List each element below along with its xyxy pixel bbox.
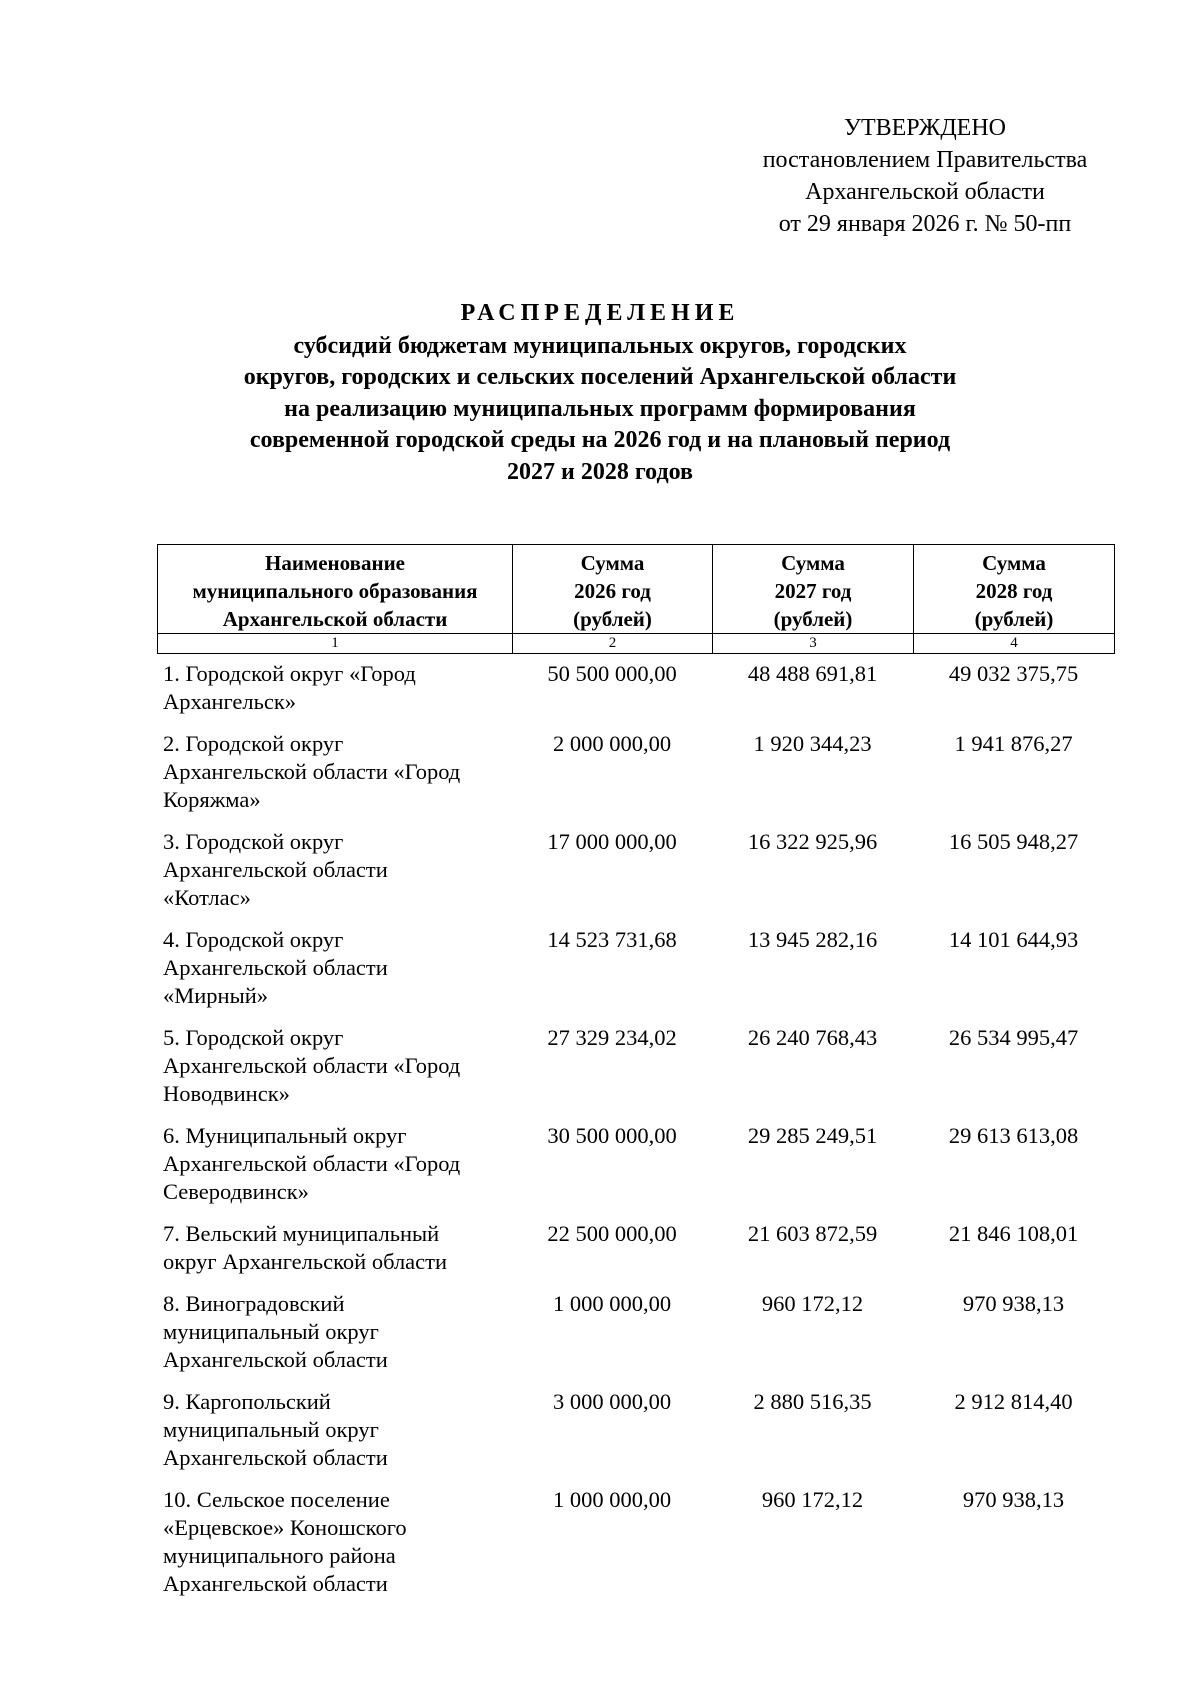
amount-2028: 1 941 876,27 bbox=[954, 731, 1073, 756]
amount-2026: 30 500 000,00 bbox=[547, 1123, 677, 1148]
approval-line: постановлением Правительства bbox=[762, 147, 1088, 173]
table-row bbox=[157, 1290, 1114, 1388]
amount-2026: 17 000 000,00 bbox=[547, 829, 677, 854]
amount-2027: 21 603 872,59 bbox=[747, 1221, 878, 1246]
header-cell-2028: Сумма 2028 год (рублей) bbox=[914, 545, 1115, 634]
amount-2027: 2 880 516,35 bbox=[753, 1389, 872, 1414]
amount-2027: 48 488 691,81 bbox=[747, 661, 878, 686]
amount-2027: 960 172,12 bbox=[761, 1291, 864, 1316]
amount-2027: 26 240 768,43 bbox=[747, 1025, 878, 1050]
amount-2027: 29 285 249,51 bbox=[747, 1123, 878, 1148]
amount-2028: 14 101 644,93 bbox=[948, 927, 1079, 952]
table-header bbox=[157, 544, 1115, 654]
column-number: 1 bbox=[158, 634, 513, 654]
approval-line: от 29 января 2026 г. № 50-пп bbox=[778, 211, 1072, 237]
column-number: 2 bbox=[513, 634, 713, 654]
municipality-name: 5. Городской округ Архангельской области «Город Новодвинск» bbox=[163, 1025, 461, 1106]
table-row bbox=[157, 1486, 1114, 1606]
document-title: РАСПРЕДЕЛЕНИЕ bbox=[460, 300, 740, 326]
amount-2028: 29 613 613,08 bbox=[948, 1123, 1079, 1148]
amount-2027: 960 172,12 bbox=[761, 1487, 864, 1512]
table-body bbox=[157, 660, 1114, 1606]
municipality-name: 2. Городской округ Архангельской области «Город Коряжма» bbox=[163, 731, 461, 812]
approval-stamp bbox=[710, 112, 1140, 240]
amount-2028: 21 846 108,01 bbox=[948, 1221, 1079, 1246]
amount-2027: 13 945 282,16 bbox=[747, 927, 878, 952]
amount-2028: 26 534 995,47 bbox=[948, 1025, 1079, 1050]
approval-line: Архангельской области bbox=[805, 179, 1045, 205]
amount-2028: 2 912 814,40 bbox=[954, 1389, 1073, 1414]
table-row bbox=[157, 1388, 1114, 1486]
document-subtitle-line: 2027 и 2028 годов bbox=[507, 458, 693, 485]
municipality-name: 4. Городской округ Архангельской области «Мирный» bbox=[163, 927, 388, 1008]
municipality-name: 3. Городской округ Архангельской области «Котлас» bbox=[163, 829, 388, 910]
amount-2027: 1 920 344,23 bbox=[753, 731, 872, 756]
table-row bbox=[157, 1024, 1114, 1122]
municipality-name: 6. Муниципальный округ Архангельской области «Город Северодвинск» bbox=[163, 1123, 461, 1204]
table-row bbox=[157, 1220, 1114, 1290]
amount-2028: 16 505 948,27 bbox=[948, 829, 1079, 854]
municipality-name: 8. Виноградовский муниципальный округ Архангельской области bbox=[163, 1291, 388, 1372]
header-row bbox=[158, 545, 1115, 634]
table-row bbox=[157, 1122, 1114, 1220]
table-row bbox=[157, 730, 1114, 828]
column-number: 3 bbox=[713, 634, 914, 654]
document-subtitle-line: субсидий бюджетам муниципальных округов, городских bbox=[293, 332, 907, 359]
column-number-row bbox=[158, 634, 1115, 654]
municipality-name: 9. Каргопольский муниципальный округ Архангельской области bbox=[163, 1389, 388, 1470]
municipality-name: 10. Сельское поселение «Ерцевское» Коношского муниципального района Архангельской области bbox=[163, 1487, 407, 1596]
amount-2026: 50 500 000,00 bbox=[547, 661, 677, 686]
column-number: 4 bbox=[914, 634, 1115, 654]
approval-line: УТВЕРЖДЕНО bbox=[843, 115, 1007, 141]
municipality-name: 1. Городской округ «Город Архангельск» bbox=[163, 661, 416, 714]
header-cell-2027: Сумма 2027 год (рублей) bbox=[713, 545, 914, 634]
amount-2026: 1 000 000,00 bbox=[552, 1291, 672, 1316]
municipality-name: 7. Вельский муниципальный округ Архангельской области bbox=[163, 1221, 448, 1274]
table-row bbox=[157, 828, 1114, 926]
document-subtitle-line: на реализацию муниципальных программ формирования bbox=[284, 395, 916, 422]
amount-2026: 1 000 000,00 bbox=[552, 1487, 672, 1512]
header-cell-2026: Сумма 2026 год (рублей) bbox=[513, 545, 713, 634]
document-subtitle-line: округов, городских и сельских поселений Архангельской области bbox=[243, 364, 957, 390]
amount-2026: 3 000 000,00 bbox=[552, 1389, 672, 1414]
table-row bbox=[157, 660, 1114, 730]
table-row bbox=[157, 926, 1114, 1024]
amount-2027: 16 322 925,96 bbox=[747, 829, 878, 854]
amount-2026: 14 523 731,68 bbox=[547, 927, 677, 952]
document-subtitle-line: современной городской среды на 2026 год и на плановый период bbox=[249, 427, 951, 453]
amount-2028: 970 938,13 bbox=[962, 1291, 1065, 1316]
amount-2026: 27 329 234,02 bbox=[547, 1025, 677, 1050]
amount-2026: 22 500 000,00 bbox=[547, 1221, 677, 1246]
amount-2028: 970 938,13 bbox=[962, 1487, 1065, 1512]
document-title-block bbox=[140, 298, 1060, 488]
header-cell-name: Наименование муниципального образования Архангельской области bbox=[158, 545, 513, 634]
amount-2028: 49 032 375,75 bbox=[948, 661, 1079, 686]
amount-2026: 2 000 000,00 bbox=[552, 731, 672, 756]
